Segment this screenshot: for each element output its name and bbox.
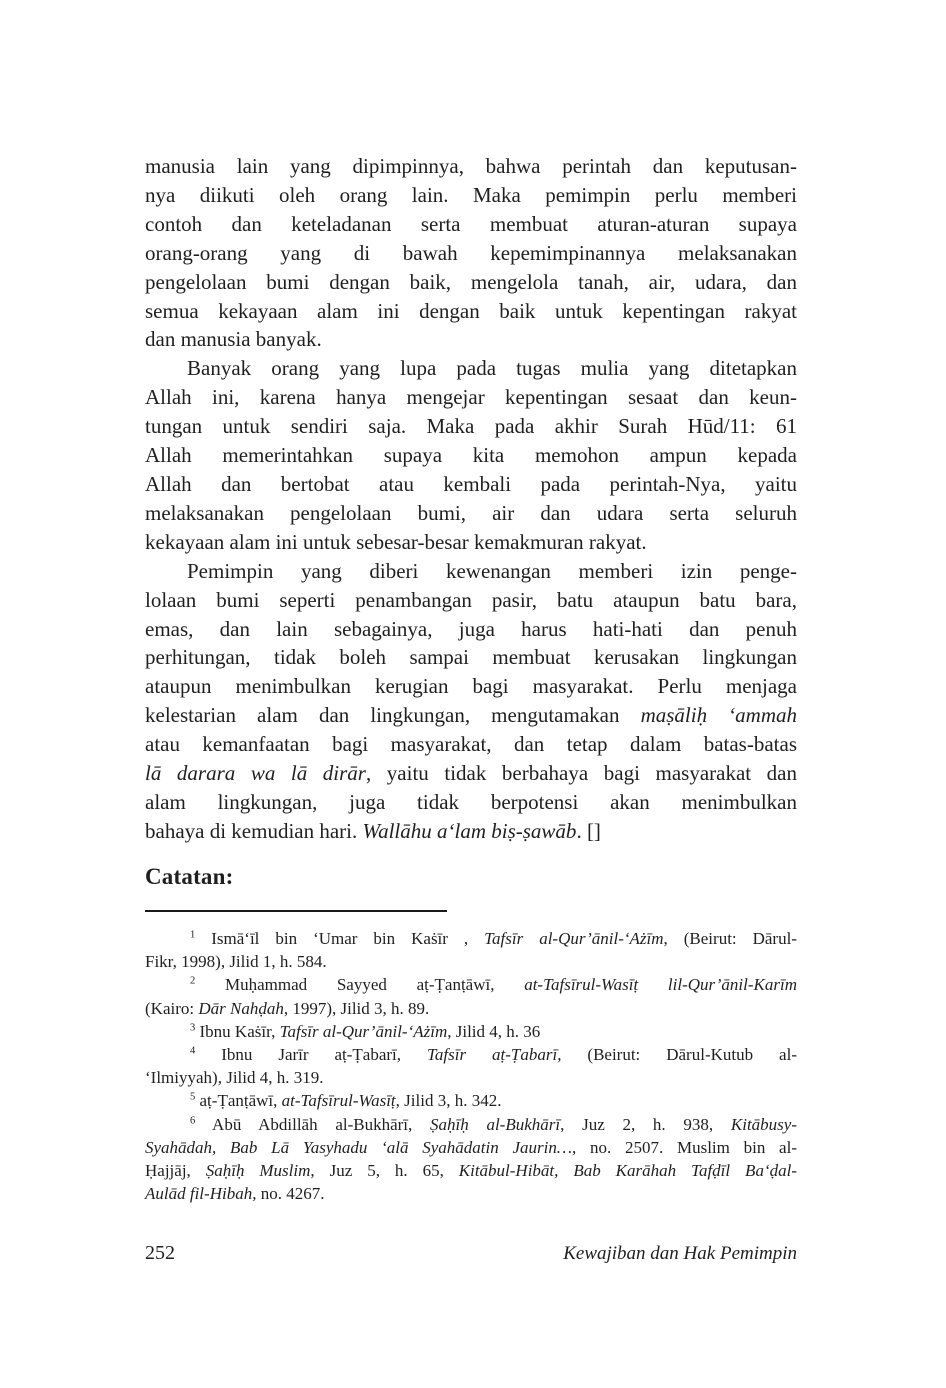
body-text [145,152,797,846]
paragraph: Pemimpin yang diberi kewenangan memberi izin penge- lolaan bumi seperti penambangan pasir, batu ataupun batu bara, emas, dan lain sebagainya, juga harus hati-hati dan penuh perhitungan, tidak boleh sampai membuat kerusakan lingkungan ataupun menimbulkan kerugian bagi masyarakat. Perlu menjaga kelestarian alam dan lingkungan, mengutamakan maṣāliḥ ʻammah atau kemanfaatan bagi masyarakat, dan tetap dalam batas-batas lā darara wa lā dirār, yaitu tidak berbahaya bagi masyarakat dan alam lingkungan, juga tidak berpotensi akan menimbulkan bahaya di kemudian hari. Wallāhu aʻlam biṣ-ṣawāb. [] [145,558,797,843]
footnote: $^2$ Muḥammad Sayyed aṭ-Ṭanṭāwī, at-Tafsīrul-Wasīṭ lil-Qur’ānil-Karīm (Kairo: Dār Nahḍah, 1997), Jilid 3, h. 89. [145,975,797,1018]
running-title: Kewajiban dan Hak Pemimpin [563,1243,797,1264]
footnote: $^5$ aṭ-Ṭanṭāwī, at-Tafsīrul-Wasīṭ, Jilid 3, h. 342. [190,1091,502,1111]
paragraph: Banyak orang yang lupa pada tugas mulia yang ditetapkan Allah ini, karena hanya mengejar kepentingan sesaat dan keun- tungan untuk sendiri saja. Maka pada akhir Surah Hūd/11: 61 Allah memerintahkan supaya kita memohon ampun kepada Allah dan bertobat atau kembali pada perintah-Nya, yaitu melaksanakan pengelolaan bumi, air dan udara serta seluruh kekayaan alam ini untuk sebesar-besar kemakmuran rakyat. [145,356,797,554]
paragraph: manusia lain yang dipimpinnya, bahwa perintah dan keputusan- nya diikuti oleh orang lain. Maka pemimpin perlu memberi contoh dan keteladanan serta membuat aturan-aturan supaya orang-orang yang di bawah kepemimpinannya melaksanakan pengelolaan bumi dengan baik, mengelola tanah, air, udara, dan semua kekayaan alam ini dengan baik untuk kepentingan rakyat dan manusia banyak. [145,154,797,352]
footnote: $^4$ Ibnu Jarīr aṭ-Ṭabarī, Tafsīr aṭ-Ṭabarī, (Beirut: Dārul-Kutub al- ʻIlmiyyah), Jilid 4, h. 319. [145,1045,797,1088]
footnote: $^1$ Ismāʻīl bin ʻUmar bin Kaṡīr , Tafsīr al-Qur’ānil-ʻAżīm, (Beirut: Dārul- Fikr, 1998), Jilid 1, h. 584. [145,929,797,972]
footnote-separator-rule [145,910,447,912]
page-number: 252 [145,1242,175,1264]
notes-heading: Catatan: [145,864,234,889]
footnote: $^6$ Abū Abdillāh al-Bukhārī, Ṣaḥīḥ al-Bukhārī, Juz 2, h. 938, Kitābusy- Syahādah, Bab Lā Yasyhadu ʻalā Syahādatin Jaurin…, no. 2507. Muslim bin al- Ḥajjāj, Ṣaḥīḥ Muslim, Juz 5, h. 65, Kitābul-Hibāt, Bab Karāhah Tafḍīl Baʻḍal- Aulād fil-Hibah, no. 4267. [145,1114,797,1204]
footnote: $^3$ Ibnu Kaṡīr, Tafsīr al-Qur’ānil-ʻAżīm, Jilid 4, h. 36 [190,1021,541,1041]
footnotes [145,927,797,1205]
